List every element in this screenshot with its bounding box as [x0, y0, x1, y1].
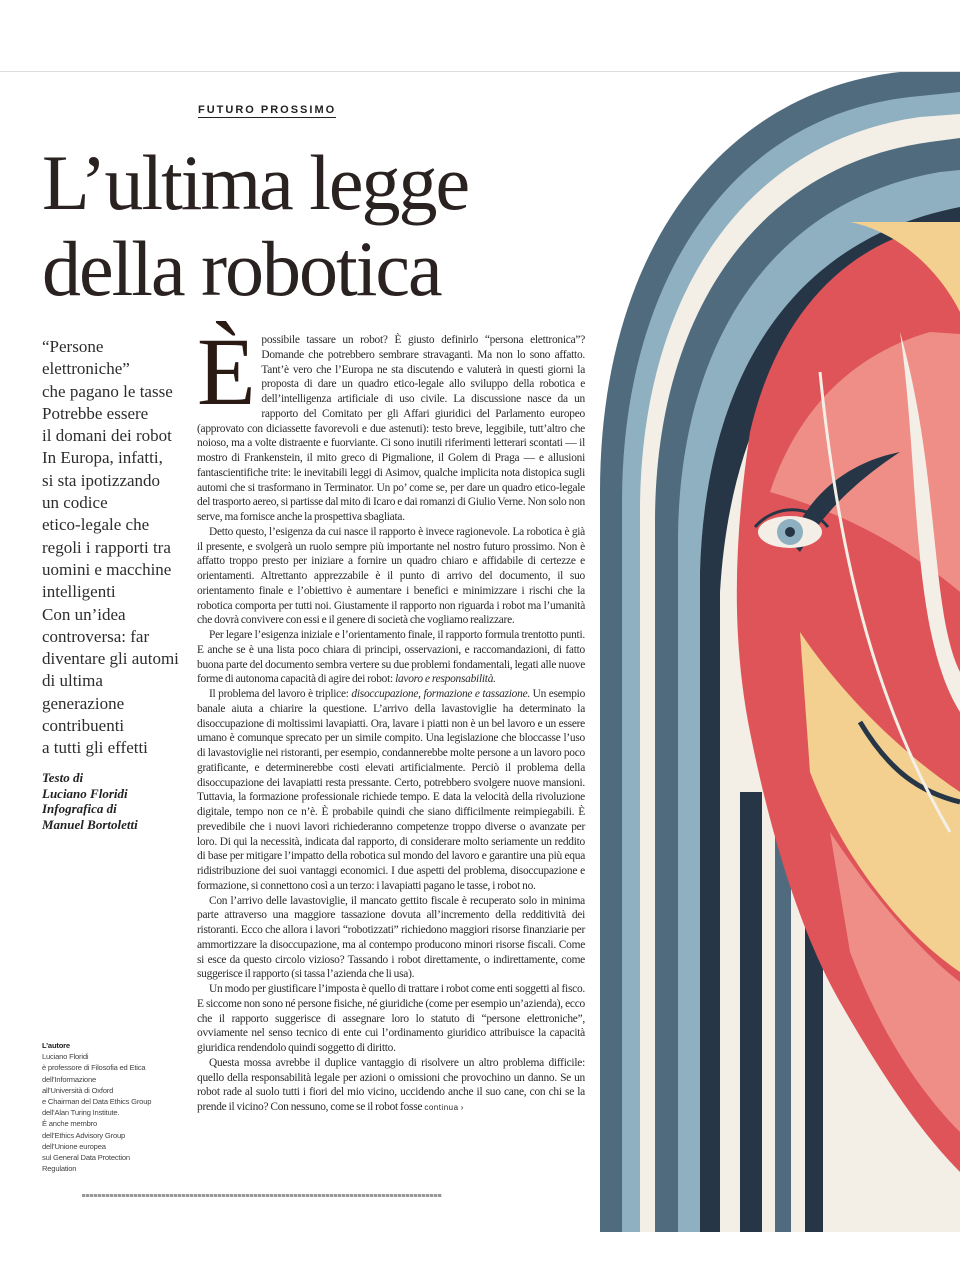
- paragraph: Èpossibile tassare un robot? È giusto definirlo “persona elettronica”? Domande che potrebbero sembrare stravaganti. Ma non lo sono affatto. Tant’è vero che l’Europa ne sta discutendo e valuterà in questi giorni la proposta di dare un quadro etico-legale allo sviluppo della robotica e dell’intelligenza artificiale di uso civile. La discussione nasce da un rapporto del Comitato per gli Affari giuridici del Parlamento europeo (approvato con diciassette favorevoli e due astenuti): testo breve, leggibile, tutt’altro che noioso, ma a volte distraente e fuorviante. Ci sono inutili riferimenti letterari scontati — il mostro di Frankenstein, il mito greco di Pigmalione, il Golem di Praga — e allusioni fantascientifiche trite: le inevitabili leggi di Asimov, qualche implicita nota distopica sugli automi che si trasformano in Terminator. Un po’ come se, per dare un quadro etico-legale del trasporto aereo, si partisse dal mito di Icaro e dai romanzi di Giulio Verne. Non solo non serve, ma fornisce anche la prospettiva sbagliata.: [197, 318, 585, 523]
- author-bio-line: e Chairman del Data Ethics Group: [42, 1097, 152, 1107]
- title-line: L’ultima legge: [42, 139, 469, 226]
- pull-quote-line: un codice: [42, 493, 108, 513]
- title-line: della robotica: [42, 225, 441, 312]
- paragraph: Questa mossa avrebbe il duplice vantaggio di risolvere un altro problema difficile: quello della responsabilità legale per azioni o omissioni che provochino un danno. Se un robot rade al suolo tutti i fiori del mio vicino, uccidendo anche il suo cane, con chi se la prende il vicino? Con nessuno, come se il robot fosse continua ›: [197, 1056, 585, 1113]
- pull-quote-line: uomini e macchine: [42, 559, 172, 579]
- paragraph: Il problema del lavoro è triplice: disoccupazione, formazione e tassazione. Un esempio banale aiuta a chiarire la questione. L’arrivo della lavastoviglie ha determinato la disoccupazione di moltissimi lavapiatti. Ora, lavare i piatti non è un bel lavoro e un essere umano è comunque sprecato per un simile compito. Una legislazione che bloccasse l’uso di lavastoviglie nei ristoranti, per esempio, condannerebbe molte persone a un lavoro poco gratificante, e determinerebbe costi elevati artificialmente. Perciò il problema della disoccupazione dei lavapiatti resta pressante. Certo, potrebbero svolgere nuove mansioni. Tuttavia, la formazione professionale richiede tempo. E data la velocità della rivoluzione digitale, tempo non ce n’è. È probabile quindi che siano difficilmente reimpiegabili. È prevedibile che i nuovi lavori richiederanno competenze troppo diverse o avanzate per loro. Di qui la necessità, indicata dal rapporto, di considerare molto seriamente un reddito di base per mitigare l’impatto della robotica sul mondo del lavoro e garantire una più equa ridistribuzione dei suoi vantaggi economici. I due aspetti del problema, disoccupazione e formazione, si connettono così a un terzo: i lavapiatti pagano le tasse, i robot no.: [197, 688, 586, 892]
- author-bio-line: Regulation: [42, 1164, 77, 1174]
- pull-quote-line: si sta ipotizzando: [42, 470, 161, 490]
- byline: [42, 770, 138, 832]
- section-label: FUTURO PROSSIMO: [198, 104, 337, 116]
- pull-quote-line: di ultima: [42, 671, 103, 691]
- author-heading: L’autore: [42, 1041, 70, 1050]
- pull-quote-line: intelligenti: [42, 582, 116, 602]
- drop-cap: È: [197, 318, 256, 425]
- author-bio-line: è professore di Filosofia ed Etica: [42, 1063, 146, 1073]
- author-bio-line: all’Università di Oxford: [42, 1085, 114, 1095]
- author-bio-line: dell’Unione europea: [42, 1141, 106, 1151]
- pull-quote-line: diventare gli automi: [42, 649, 179, 669]
- pull-quote-line: regoli i rapporti tra: [42, 537, 171, 557]
- byline-author: Luciano Floridi: [42, 785, 128, 801]
- paragraph: Per legare l’esigenza iniziale e l’orientamento finale, il rapporto formula trentotto punti. E anche se è una lista poco chiara di principi, osservazioni, e raccomandazioni, di fatto buona parte del documento sembra vertere su due problemi fondamentali, legati alle nuove forme di autonoma capacità di agire dei robot: lavoro e responsabilità.: [197, 629, 585, 686]
- pull-quote: [42, 336, 192, 760]
- page-title: [42, 140, 468, 312]
- paragraph: Con l’arrivo delle lavastoviglie, il mancato gettito fiscale è recuperato solo in minima parte attraverso una maggiore tassazione dovuta all’incremento della redditività dei ristoranti. Ecco che allora i lavori “robotizzati” richiedono maggiori risorse finanziarie per ammortizzare la disoccupazione, ma al contempo producono minori risorse fiscali. Come si esce da questo circolo vizioso? Tassando i robot direttamente, o indirettamente, come suggerisce il rapporto (si tassa l’azienda che li usa).: [197, 894, 585, 981]
- pull-quote-line: che pagano le tasse: [42, 381, 173, 401]
- author-bio-line: dell’Ethics Advisory Group: [42, 1130, 126, 1140]
- footer-fine-print: [82, 1194, 442, 1197]
- byline-text-label: Testo di: [42, 770, 84, 785]
- continue-link[interactable]: continua ›: [424, 1103, 464, 1112]
- byline-illustrator: Manuel Bortoletti: [42, 816, 138, 832]
- paragraph: Un modo per giustificare l’imposta è quello di trattare i robot come enti soggetti al fisco. E siccome non sono né persone fisiche, né giuridiche (come per esempio un’azienda), ecco che il rapporto suggerisce di assegnare loro lo statuto di “persone elettroniche”, ovviamente nel senso tecnico di ente cui l’ordinamento giuridico attribuisce la capacità giuridica rendendolo quindi soggetto di diritto.: [197, 983, 585, 1054]
- pull-quote-line: etico-legale che: [42, 515, 150, 535]
- pull-quote-line: Con un’idea: [42, 604, 126, 624]
- paragraph: Detto questo, l’esigenza da cui nasce il rapporto è invece ragionevole. La robotica è già il presente, e svolgerà un ruolo sempre più importante nel nostro futuro prossimo. Non è affatto troppo presto per iniziare a fornire un quadro chiaro e affidabile di certezze e orientamenti. Altrettanto apprezzabile è il punto di arrivo del documento, il suo orientamento finale e l’obiettivo è aumentare i benefici e minimizzare i rischi che la robotica comporta per tutti noi. Giustamente il rapporto non riguarda i robot ma l’umanità che dovrà convivere con essi e il genere di società che vogliamo realizzare.: [197, 525, 585, 627]
- author-box: [42, 1040, 151, 1174]
- article-body: [197, 318, 586, 1116]
- pull-quote-line: In Europa, infatti,: [42, 448, 163, 468]
- pull-quote-line: il domani dei robot: [42, 426, 172, 446]
- robot-face-illustration: [600, 72, 960, 1232]
- pull-quote-line: generazione: [42, 693, 125, 713]
- pull-quote-line: “Persone: [42, 337, 104, 356]
- pull-quote-line: controversa: far: [42, 626, 150, 646]
- author-bio-line: dell’Alan Turing Institute.: [42, 1108, 120, 1118]
- author-bio-line: Luciano Floridi: [42, 1052, 89, 1062]
- byline-graphics-label: Infografica di: [42, 801, 117, 816]
- author-bio-line: È anche membro: [42, 1119, 98, 1129]
- author-bio-line: dell’Informazione: [42, 1074, 97, 1084]
- pull-quote-line: elettroniche”: [42, 359, 130, 379]
- author-bio-line: sul General Data Protection: [42, 1153, 130, 1163]
- pull-quote-line: Potrebbe essere: [42, 403, 149, 423]
- pull-quote-line: contribuenti: [42, 716, 125, 736]
- pull-quote-line: a tutti gli effetti: [42, 738, 148, 758]
